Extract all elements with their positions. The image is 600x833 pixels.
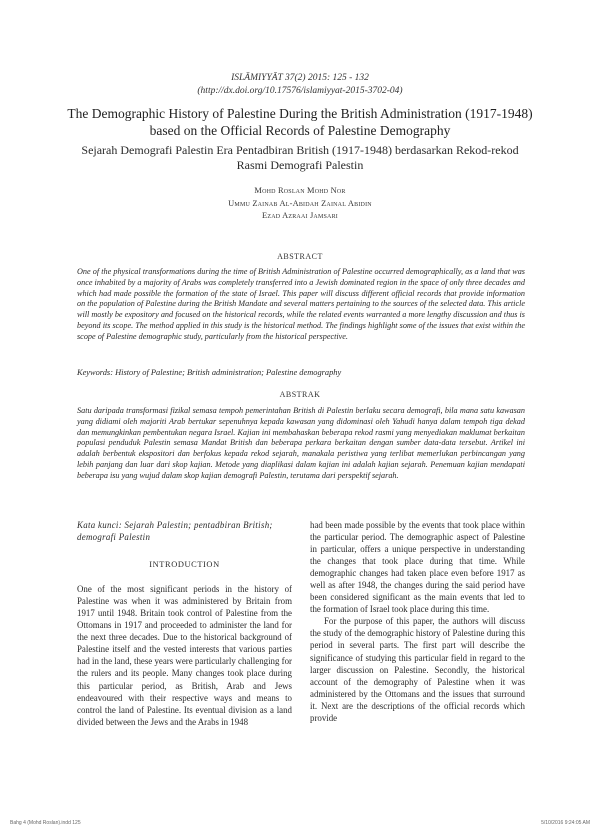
journal-doi[interactable]: (http://dx.doi.org/10.17576/islamiyyat-2015-3702-04) (197, 86, 403, 96)
introduction-heading: INTRODUCTION (149, 560, 220, 570)
intro-paragraph-2: had been made possible by the events that took place within the particular period. The demographic aspect of Palestine in particular, offers a unique perspective in understanding the changes that took place during that time. While demographic changes had taken place even before 1917 as well as after 1948, the changes during the said period have been considered significant as the main events that led to the formation of Israel took place during this time. (310, 520, 525, 615)
paper-subtitle: Sejarah Demografi Palestin Era Pentadbiran British (1917-1948) berdasarkan Rekod-rekod Rasmi Demografi Palestin (81, 143, 519, 172)
author-3: Ezad Azraai Jamsari (262, 211, 338, 220)
abstract-text: One of the physical transformations during the time of British Administration of Palestine occurred demographically, as a land that was once inhabited by a majority of Arabs was completely transferred into a Jewish dominated region in the space of only three decades and which had made possible the formation of the state of Israel. This paper will discuss different official records that provide information on the population of Palestine during the British Mandate and several matters pertaining to the sources of the selected data. This article will mostly be expository and focused on the historical records, while the related events warranted a more lengthy discussion and thus is beyond its scope. The method applied in this study is the historical method. The findings highlight some of the issues that exist within the scope of Palestine demographic study, particularly from the historical perspective. (77, 267, 525, 341)
author-1: Mohd Roslan Mohd Nor (254, 186, 346, 195)
author-list (0, 185, 600, 223)
author-2: Ummu Zainab Al-Abidah Zainal Abidin (228, 198, 372, 208)
left-column (77, 519, 292, 728)
abstrak-text: Satu daripada transformasi fizikal semasa tempoh pemerintahan British di Palestin berlaku secara demografi, bila mana satu kawasan yang didiami oleh majoriti Arab bertukar sepenuhnya kepada kawasan yang didominasi oleh Yahudi hanya dalam tempoh tiga dekad dan memungkinkan pembentukan negara Israel. Kajian ini membahaskan beberapa rekod rasmi yang menyediakan maklumat berkaitan populasi penduduk Palestin semasa Mandat British dan beberapa perkara berkaitan dengan sumber data-data tersebut. Artikel ini adalah berbentuk ekspositori dan berfokus kepada rekod sejarah, manakala peristiwa yang terlibat memerlukan perbincangan yang lebih panjang dan luar dari skop kajian. Metode yang diaplikasi dalam kajian ini adalah kajian sejarah. Penemuan kajian mendapati beberapa isu yang wujud dalam skop kajian demografi Palestin, terutama dari perspektif sejarah. (77, 406, 525, 480)
kata-kunci: Kata kunci: Sejarah Palestin; pentadbiran British; demografi Palestin (77, 520, 273, 543)
abstract-heading: ABSTRACT (277, 252, 323, 261)
journal-header (0, 72, 600, 98)
intro-paragraph-3: For the purpose of this paper, the authors will discuss the study of the demographic history of Palestine during this period in several parts. The first part will describe the significance of studying this particular field in regard to the larger discussion on Palestine. Secondly, the historical account of the demography of Palestine when it was administered by the Ottomans and the issues that surround it. Next are the descriptions of the official records which provide (310, 616, 525, 723)
journal-citation: ISLĀMIYYĀT 37(2) 2015: 125 - 132 (231, 73, 369, 83)
intro-paragraph-1: One of the most significant periods in the history of Palestine was when it was administered by Britain from 1917 until 1948. Britain took control of Palestine from the Ottomans in 1917 and proceeded to administer the land for the next three decades. Due to the historical background of Palestine itself and the vested interests that various parties had in the land, these years were particularly challenging for the rulers and its people. Many changes took place during this particular period, as British, Arab and Jews endeavoured with their respective ways and means to control the land of Palestine. Its eventual division as a land divided between the Jews and the Arabs in 1948 (77, 584, 292, 727)
footer-file: Bahg 4 (Mohd Roslan).indd 125 (10, 820, 81, 826)
footer-timestamp: 5/10/2016 9:24:05 AM (541, 820, 590, 826)
keywords: Keywords: History of Palestine; British administration; Palestine demography (77, 368, 342, 377)
abstrak-heading: ABSTRAK (279, 390, 321, 399)
paper-title: The Demographic History of Palestine During the British Administration (1917-1948) based on the Official Records of Palestine Demography (67, 106, 533, 138)
right-column (310, 519, 525, 724)
